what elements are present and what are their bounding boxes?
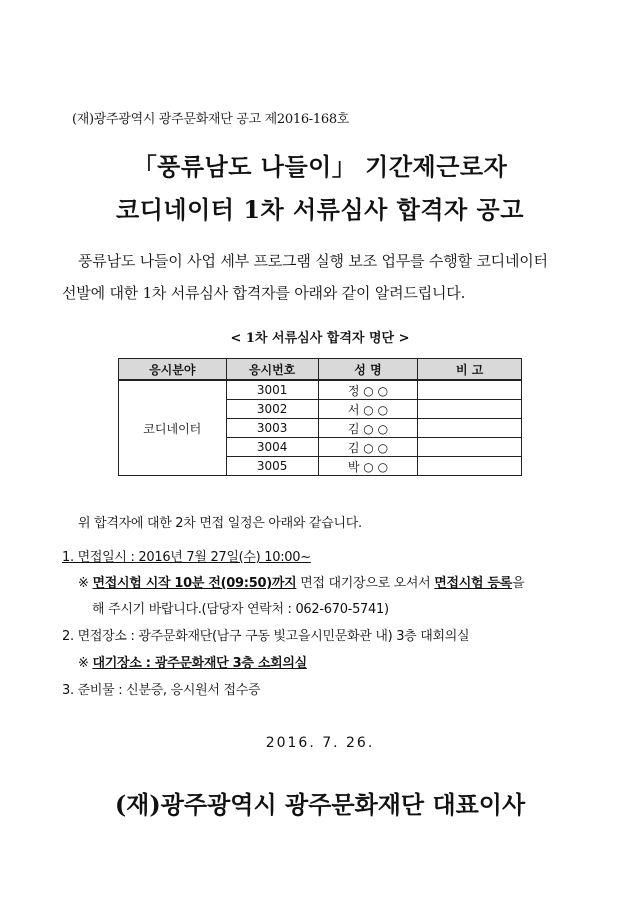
title-line-1: 「풍류남도 나들이」 기간제근로자	[132, 152, 508, 181]
header-number: 응시번호	[226, 359, 318, 381]
item-1-note	[78, 572, 524, 591]
note-text: 면접 대기장으로 오셔서	[296, 576, 435, 591]
note-cell	[418, 419, 522, 438]
note-bold-registration: 면접시험 등록	[434, 576, 513, 591]
name-cell: 김 ○ ○	[318, 438, 418, 457]
number-cell: 3001	[226, 380, 318, 400]
name-cell: 김 ○ ○	[318, 419, 418, 438]
number-cell: 3004	[226, 438, 318, 457]
notice-number: (재)광주광역시 광주문화재단 공고 제2016-168호	[72, 112, 350, 127]
name-cell: 정 ○ ○	[318, 380, 418, 400]
number-cell: 3005	[226, 457, 318, 476]
header-field: 응시분야	[119, 359, 227, 381]
name-cell: 서 ○ ○	[318, 400, 418, 419]
header-note: 비 고	[418, 359, 522, 381]
field-cell: 코디네이터	[119, 380, 227, 476]
interview-intro: 위 합격자에 대한 2차 면접 일정은 아래와 같습니다.	[78, 516, 362, 531]
title-line-2: 코디네이터 1차 서류심사 합격자 공고	[116, 195, 524, 224]
note-cell	[418, 400, 522, 419]
intro-paragraph-line-2: 선발에 대한 1차 서류심사 합격자를 아래와 같이 알려드립니다.	[62, 284, 466, 302]
note-cell	[418, 380, 522, 400]
reference-mark: ※	[78, 656, 93, 671]
item-2-note	[78, 652, 307, 671]
table-row	[119, 380, 522, 400]
table-header-row	[119, 359, 522, 381]
waiting-room-note: 대기장소 : 광주문화재단 3층 소회의실	[92, 656, 307, 671]
note-cell	[418, 457, 522, 476]
results-table	[118, 358, 522, 476]
signature-line: (재)광주광역시 광주문화재단 대표이사	[114, 790, 526, 819]
item-1-note-contact: 해 주시기 바랍니다.(담당자 연락처 : 062-670-5741)	[92, 602, 389, 617]
number-cell: 3002	[226, 400, 318, 419]
header-name: 성 명	[318, 359, 418, 381]
item-3-materials: 3. 준비물 : 신분증, 응시원서 접수증	[62, 683, 261, 698]
table-title: < 1차 서류심사 합격자 명단 >	[230, 331, 410, 346]
note-cell	[418, 438, 522, 457]
name-cell: 박 ○ ○	[318, 457, 418, 476]
note-bold-start-time: 면접시험 시작 10분 전(09:50)까지	[92, 576, 297, 591]
intro-paragraph-line-1: 풍류남도 나들이 사업 세부 프로그램 실행 보조 업무를 수행할 코디네이터	[78, 252, 548, 270]
item-2-interview-location: 2. 면접장소 : 광주문화재단(남구 구동 빛고을시민문화관 내) 3층 대회의실	[62, 629, 470, 644]
item-1-interview-datetime: 1. 면접일시 : 2016년 7월 27일(수) 10:00~	[62, 550, 311, 565]
number-cell: 3003	[226, 419, 318, 438]
reference-mark: ※	[78, 576, 93, 591]
notice-date: 2016. 7. 26.	[265, 735, 375, 751]
note-text-end: 을	[512, 576, 525, 591]
